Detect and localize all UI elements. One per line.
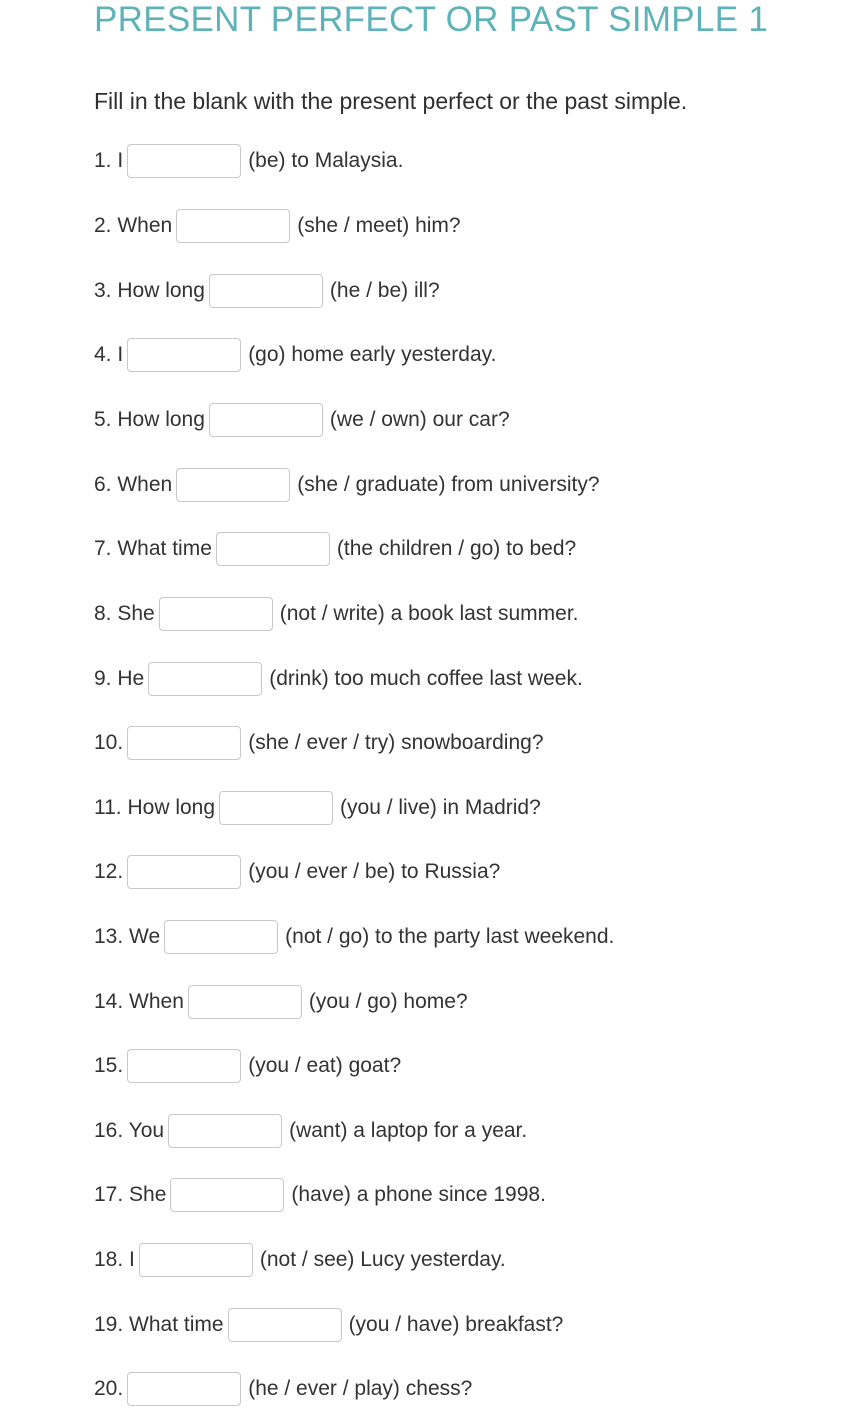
question-row — [94, 335, 496, 375]
answer-input[interactable] — [209, 403, 323, 437]
question-row — [94, 594, 579, 634]
question-lead: 20. — [94, 1377, 124, 1400]
answer-input[interactable] — [216, 532, 330, 566]
question-lead: 3. How long — [94, 279, 205, 302]
question-row — [94, 659, 583, 699]
question-lead: 1. I — [94, 149, 124, 172]
question-lead: 9. He — [94, 667, 145, 690]
question-row — [94, 1175, 546, 1215]
question-lead: 6. When — [94, 473, 173, 496]
question-row — [94, 400, 510, 440]
question-lead: 4. I — [94, 343, 124, 366]
question-row — [94, 1369, 472, 1409]
question-verb-hint: (be) to Malaysia. — [248, 149, 404, 172]
question-row — [94, 1111, 527, 1151]
answer-input[interactable] — [127, 338, 241, 372]
page-title: PRESENT PERFECT OR PAST SIMPLE 1 — [94, 0, 769, 39]
question-row — [94, 141, 403, 181]
question-lead: 7. What time — [94, 537, 212, 560]
question-verb-hint: (she / ever / try) snowboarding? — [248, 731, 544, 754]
answer-input[interactable] — [228, 1308, 342, 1342]
question-lead: 12. — [94, 860, 124, 883]
question-row — [94, 1240, 506, 1280]
question-verb-hint: (drink) too much coffee last week. — [269, 667, 583, 690]
question-lead: 16. You — [94, 1119, 165, 1142]
question-lead: 19. What time — [94, 1313, 224, 1336]
question-verb-hint: (the children / go) to bed? — [336, 537, 577, 560]
question-row — [94, 852, 500, 892]
question-lead: 15. — [94, 1054, 124, 1077]
question-verb-hint: (she / meet) him? — [297, 214, 461, 237]
question-verb-hint: (you / go) home? — [308, 990, 468, 1013]
answer-input[interactable] — [170, 1178, 284, 1212]
answer-input[interactable] — [127, 144, 241, 178]
question-lead: 11. How long — [94, 796, 216, 819]
question-row — [94, 271, 440, 311]
question-row — [94, 1305, 563, 1345]
answer-input[interactable] — [164, 920, 278, 954]
answer-input[interactable] — [127, 726, 241, 760]
question-lead: 13. We — [94, 925, 161, 948]
question-verb-hint: (he / be) ill? — [329, 279, 440, 302]
answer-input[interactable] — [176, 209, 290, 243]
question-lead: 2. When — [94, 214, 173, 237]
question-row — [94, 917, 614, 957]
answer-input[interactable] — [219, 791, 333, 825]
question-verb-hint: (you / live) in Madrid? — [340, 796, 541, 819]
question-lead: 17. She — [94, 1183, 167, 1206]
answer-input[interactable] — [209, 274, 323, 308]
question-verb-hint: (you / eat) goat? — [248, 1054, 402, 1077]
question-verb-hint: (we / own) our car? — [329, 408, 510, 431]
question-lead: 10. — [94, 731, 124, 754]
answer-input[interactable] — [139, 1243, 253, 1277]
answer-input[interactable] — [168, 1114, 282, 1148]
answer-input[interactable] — [127, 1372, 241, 1406]
question-verb-hint: (not / write) a book last summer. — [279, 602, 579, 625]
answer-input[interactable] — [127, 1049, 241, 1083]
question-verb-hint: (you / have) breakfast? — [348, 1313, 564, 1336]
question-lead: 8. She — [94, 602, 155, 625]
question-row — [94, 206, 461, 246]
answer-input[interactable] — [176, 468, 290, 502]
question-verb-hint: (have) a phone since 1998. — [291, 1183, 546, 1206]
question-lead: 14. When — [94, 990, 184, 1013]
answer-input[interactable] — [188, 985, 302, 1019]
question-verb-hint: (go) home early yesterday. — [248, 343, 497, 366]
question-row — [94, 982, 468, 1022]
question-row — [94, 723, 544, 763]
answer-input[interactable] — [159, 597, 273, 631]
question-row — [94, 465, 600, 505]
question-verb-hint: (she / graduate) from university? — [297, 473, 600, 496]
question-row — [94, 1046, 401, 1086]
instruction-text: Fill in the blank with the present perfect or the past simple. — [94, 88, 688, 114]
question-lead: 18. I — [94, 1248, 135, 1271]
question-verb-hint: (want) a laptop for a year. — [289, 1119, 528, 1142]
answer-input[interactable] — [148, 662, 262, 696]
question-row — [94, 788, 541, 828]
question-row — [94, 529, 576, 569]
question-lead: 5. How long — [94, 408, 205, 431]
answer-input[interactable] — [127, 855, 241, 889]
question-verb-hint: (he / ever / play) chess? — [248, 1377, 473, 1400]
question-verb-hint: (not / go) to the party last weekend. — [285, 925, 615, 948]
question-verb-hint: (you / ever / be) to Russia? — [248, 860, 501, 883]
question-verb-hint: (not / see) Lucy yesterday. — [259, 1248, 506, 1271]
